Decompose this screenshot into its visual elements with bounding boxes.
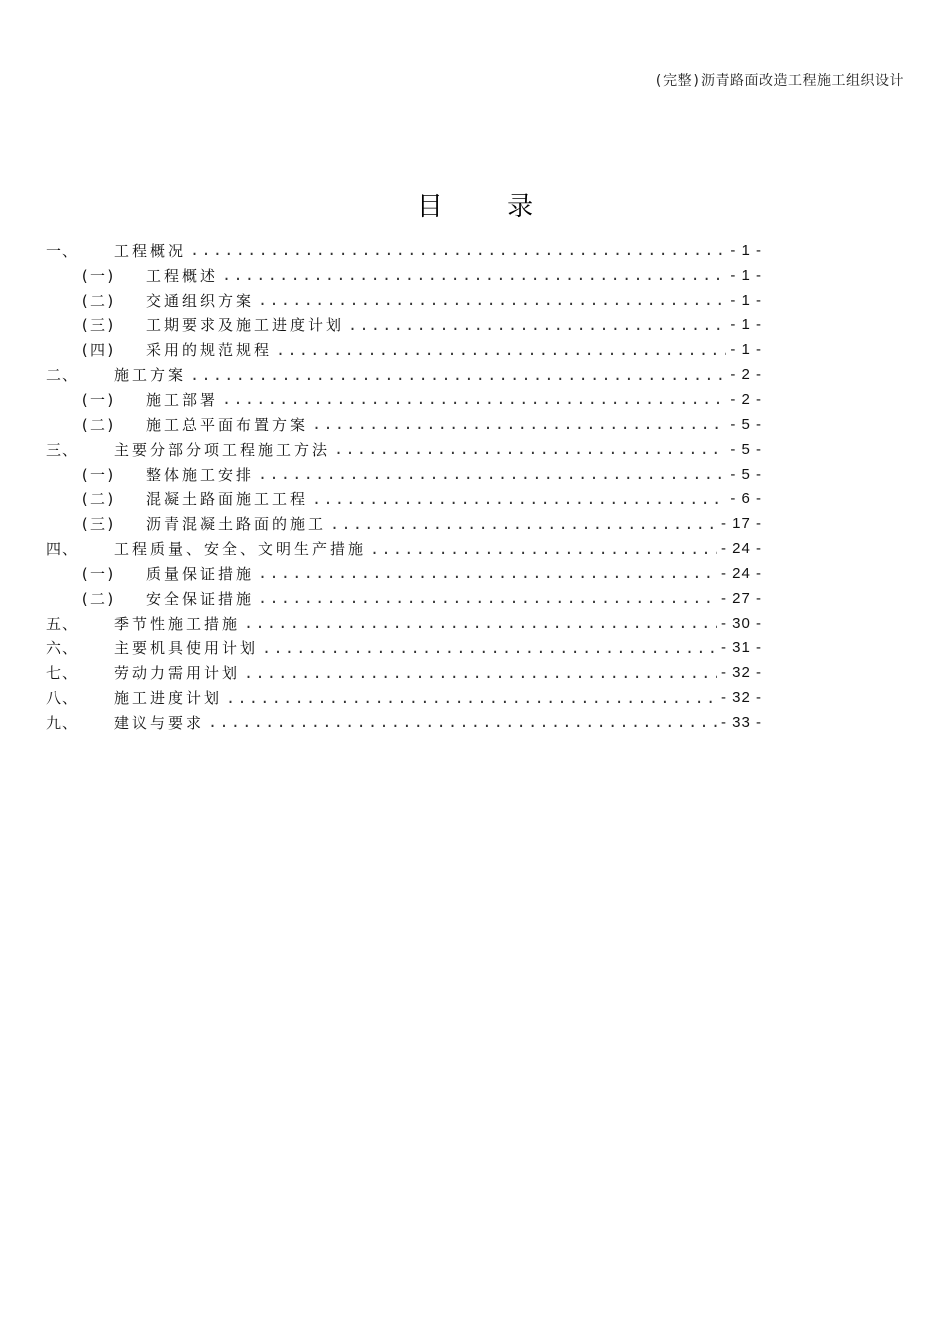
toc-entry-label: 施工总平面布置方案	[146, 415, 309, 434]
toc-entry-label: 施工方案	[114, 366, 187, 385]
dot-leader	[330, 515, 717, 533]
toc-entry-label: 施工部署	[146, 390, 219, 409]
toc-entry[interactable]	[46, 387, 762, 412]
toc-entry-number: (三)	[80, 316, 117, 335]
toc-entry-label: 沥青混凝土路面的施工	[146, 515, 327, 534]
toc-entry-page: - 24 -	[720, 564, 762, 582]
toc-entry[interactable]	[46, 660, 762, 685]
toc-entry-number: 二、	[46, 366, 79, 385]
toc-entry[interactable]	[46, 586, 762, 611]
toc-entry[interactable]	[46, 511, 762, 536]
dot-leader	[258, 465, 726, 483]
toc-entry-number: (一)	[80, 266, 117, 285]
toc-entry[interactable]	[46, 288, 762, 313]
toc-entry-label: 工程概况	[114, 241, 187, 260]
toc-entry-page: - 1 -	[730, 266, 762, 284]
toc-entry[interactable]	[46, 412, 762, 437]
toc-entry-number: 三、	[46, 440, 79, 459]
toc-entry-page: - 5 -	[730, 415, 762, 433]
dot-leader	[262, 639, 717, 657]
toc-entry-number: 四、	[46, 540, 79, 559]
toc-entry-label: 安全保证措施	[146, 589, 255, 608]
dot-leader	[222, 390, 726, 408]
toc-entry[interactable]	[46, 561, 762, 586]
toc-entry-label: 建议与要求	[114, 713, 205, 732]
dot-leader	[208, 713, 717, 731]
toc-entry-label: 质量保证措施	[146, 564, 255, 583]
toc-entry-label: 工程质量、安全、文明生产措施	[114, 540, 367, 559]
toc-entry-label: 主要机具使用计划	[114, 639, 259, 658]
toc-entry-number: (四)	[80, 341, 117, 360]
toc-entry[interactable]	[46, 611, 762, 636]
toc-entry[interactable]	[46, 337, 762, 362]
toc-entry-number: (一)	[80, 465, 117, 484]
toc-entry-page: - 6 -	[730, 490, 762, 508]
toc-entry-number: (三)	[80, 515, 117, 534]
toc-entry[interactable]	[46, 636, 762, 661]
toc-entry-number: 七、	[46, 664, 79, 683]
toc-entry-number: 六、	[46, 639, 79, 658]
toc-entry-page: - 24 -	[720, 540, 762, 558]
toc-entry-page: - 5 -	[730, 440, 762, 458]
toc-entry-label: 主要分部分项工程施工方法	[114, 440, 331, 459]
toc-entry-label: 季节性施工措施	[114, 614, 241, 633]
toc-entry[interactable]	[46, 437, 762, 462]
toc-entry-page: - 1 -	[730, 316, 762, 334]
toc-entry[interactable]	[46, 238, 762, 263]
toc-entry-page: - 17 -	[720, 515, 762, 533]
toc-entry-number: (一)	[80, 564, 117, 583]
toc-entry-page: - 1 -	[730, 241, 762, 259]
toc-entry-number: (二)	[80, 589, 117, 608]
toc-entry-label: 采用的规范规程	[146, 341, 273, 360]
table-of-contents	[46, 238, 762, 735]
toc-title: 目 录	[416, 192, 562, 222]
toc-entry[interactable]	[46, 536, 762, 561]
toc-entry-page: - 1 -	[730, 341, 762, 359]
dot-leader	[334, 440, 726, 458]
dot-leader	[258, 291, 726, 309]
toc-entry-page: - 31 -	[720, 639, 762, 657]
dot-leader	[244, 614, 717, 632]
document-header: (完整)沥青路面改造工程施工组织设计	[654, 73, 904, 89]
toc-entry[interactable]	[46, 486, 762, 511]
dot-leader	[276, 341, 726, 359]
toc-entry-number: (二)	[80, 490, 117, 509]
toc-entry-label: 劳动力需用计划	[114, 664, 241, 683]
toc-entry-number: (二)	[80, 415, 117, 434]
toc-entry-page: - 2 -	[730, 366, 762, 384]
dot-leader	[370, 540, 717, 558]
dot-leader	[226, 689, 717, 707]
toc-entry-number: 八、	[46, 689, 79, 708]
toc-entry-page: - 5 -	[730, 465, 762, 483]
dot-leader	[190, 241, 726, 259]
toc-entry-label: 混凝土路面施工工程	[146, 490, 309, 509]
toc-entry[interactable]	[46, 362, 762, 387]
dot-leader	[258, 564, 717, 582]
toc-entry-page: - 2 -	[730, 390, 762, 408]
toc-entry[interactable]	[46, 313, 762, 338]
toc-entry-page: - 1 -	[730, 291, 762, 309]
toc-entry-number: 一、	[46, 241, 79, 260]
toc-entry-number: 九、	[46, 713, 79, 732]
toc-entry-label: 施工进度计划	[114, 689, 223, 708]
toc-entry-label: 整体施工安排	[146, 465, 255, 484]
toc-entry-number: 五、	[46, 614, 79, 633]
dot-leader	[190, 366, 726, 384]
dot-leader	[222, 266, 726, 284]
toc-entry[interactable]	[46, 685, 762, 710]
toc-entry-label: 交通组织方案	[146, 291, 255, 310]
toc-entry[interactable]	[46, 263, 762, 288]
toc-entry-number: (二)	[80, 291, 117, 310]
dot-leader	[258, 589, 717, 607]
toc-entry-page: - 30 -	[720, 614, 762, 632]
toc-entry-page: - 27 -	[720, 589, 762, 607]
dot-leader	[312, 490, 726, 508]
toc-entry-page: - 32 -	[720, 664, 762, 682]
toc-entry-label: 工程概述	[146, 266, 219, 285]
toc-entry-label: 工期要求及施工进度计划	[146, 316, 345, 335]
toc-entry-number: (一)	[80, 390, 117, 409]
dot-leader	[348, 316, 726, 334]
dot-leader	[244, 664, 717, 682]
toc-entry[interactable]	[46, 710, 762, 735]
toc-entry-page: - 33 -	[720, 713, 762, 731]
toc-entry[interactable]	[46, 462, 762, 487]
dot-leader	[312, 415, 726, 433]
toc-entry-page: - 32 -	[720, 689, 762, 707]
